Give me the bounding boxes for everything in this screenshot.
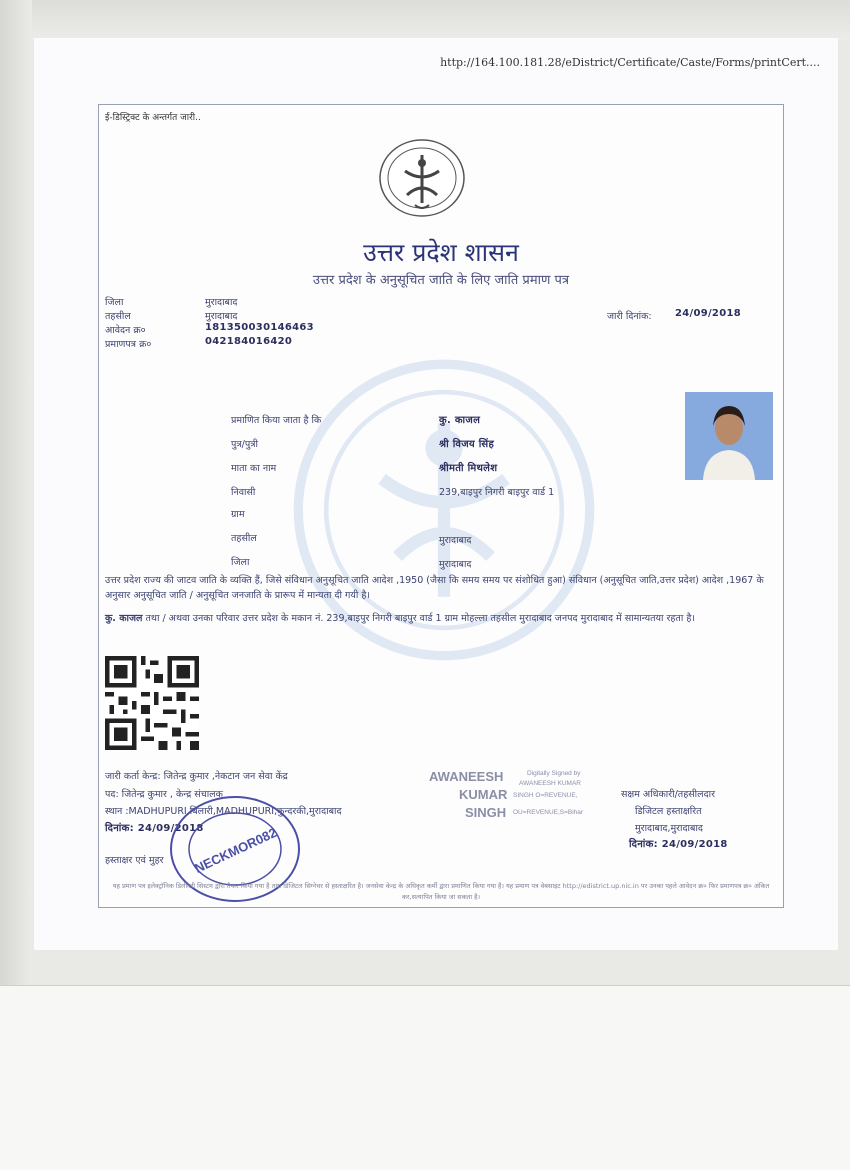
applicant-name: कु. काजल: [439, 415, 481, 426]
authority-digital-sign: डिजिटल हस्ताक्षरित: [635, 806, 702, 817]
stamp-code: NECKMOR082: [192, 824, 280, 876]
signature-detail-4: OU=REVENUE,S=Bihar: [513, 809, 584, 816]
resident-address: 239,बाइपुर निगरी बाइपुर वार्ड 1: [439, 487, 555, 498]
authority-location: मुरादाबाद,मुरादाबाद: [635, 823, 703, 834]
certificate-label: प्रमाणपत्र क्र०: [105, 339, 152, 350]
print-url: http://164.100.181.28/eDistrict/Certificate/Caste/Forms/printCert....: [440, 56, 820, 69]
certificate-number: 042184016420: [205, 336, 293, 347]
signer-name-line2: KUMAR: [459, 787, 508, 802]
verification-footer: यह प्रमाण पत्र इलेक्ट्रॉनिक डिलीवरी सिस्टम द्वारा तैयार किया गया है तथा डिजिटल सिग्नेचर से हस्ताक्षरित है। जनसेवा केन्द्र के अधिकृत कर्मी द्वारा प्रमाणित किया गया है। यह प्रमाण पत्र वेबसाइट http://edistrict.up.nic.in पर उनका पहले आवेदन क्र० फिर प्रमाणपत्र क्र० अंकित कर,सत्यापित किया जा सकता है।: [112, 882, 770, 901]
village-label: ग्राम: [231, 509, 245, 520]
detail-tehsil-value: मुरादाबाद: [439, 535, 472, 546]
signature-detail-1: Digitally Signed by: [527, 770, 581, 777]
authority-date: दिनांक: 24/09/2018: [629, 839, 728, 850]
mother-label: माता का नाम: [231, 463, 277, 474]
applicant-photo: [685, 392, 773, 480]
tehsil-value: मुरादाबाद: [205, 311, 238, 322]
issued-under-note: ई-डिस्ट्रिक्ट के अन्तर्गत जारी..: [105, 113, 201, 123]
issue-date-label: जारी दिनांक:: [607, 311, 652, 322]
district-value: मुरादाबाद: [205, 297, 238, 308]
child-of-label: पुत्र/पुत्री: [231, 439, 258, 450]
paragraph-applicant-name: कु. काजल: [105, 613, 143, 624]
signature-detail-2: AWANEESH KUMAR: [519, 780, 581, 787]
father-name: श्री विजय सिंह: [439, 439, 495, 450]
resident-label: निवासी: [231, 487, 256, 498]
issue-date: 24/09/2018: [675, 308, 741, 319]
issuer-date: दिनांक: 24/09/2018: [105, 823, 204, 834]
scan-left-edge: [0, 0, 32, 990]
paragraph-residence: तथा / अथवा उनका परिवार उत्तर प्रदेश के मकान नं. 239,बाइपुर निगरी बाइपुर वार्ड 1 ग्राम मोहल्ला तहसील मुरादाबाद जनपद मुरादाबाद में सामान्यतया रहता है।: [145, 613, 695, 624]
caste-certificate: [98, 104, 784, 908]
application-label: आवेदन क्र०: [105, 325, 146, 336]
certificate-title: उत्तर प्रदेश शासन: [363, 238, 519, 267]
printed-page: [34, 38, 838, 950]
signature-detail-3: SINGH O=REVENUE,: [513, 792, 578, 799]
scan-top-edge: [0, 0, 850, 40]
mother-name: श्रीमती मिथलेश: [439, 463, 498, 474]
lower-blank-page: [0, 985, 850, 1170]
detail-tehsil-label: तहसील: [231, 533, 257, 544]
application-number: 181350030146463: [205, 322, 314, 333]
detail-district-value: मुरादाबाद: [439, 559, 472, 570]
issuing-centre: जारी कर्ता केन्द्र: जितेन्द्र कुमार ,नेकटान जन सेवा केंद्र: [105, 771, 288, 782]
certificate-subtitle: उत्तर प्रदेश के अनुसूचित जाति के लिए जाति प्रमाण पत्र: [312, 273, 570, 288]
tehsil-label: तहसील: [105, 311, 131, 322]
certified-label: प्रमाणित किया जाता है कि: [231, 415, 322, 426]
issuer-place: स्थान :MADHUPURI,बिलारी,MADHUPURI,कुन्दरकी,मुरादाबाद: [105, 806, 342, 817]
district-label: जिला: [105, 297, 124, 308]
issuer-post: पद: जितेन्द्र कुमार , केन्द्र संचालक: [105, 789, 223, 800]
signer-name-line1: AWANEESH: [429, 769, 504, 784]
signer-name-line3: SINGH: [465, 805, 507, 820]
detail-district-label: जिला: [231, 557, 250, 568]
signature-seal-label: हस्ताक्षर एवं मुहर: [105, 855, 164, 866]
certificate-paragraph-1: उत्तर प्रदेश राज्य की जाटव जाति के व्यक्ति हैं, जिसे संविधान अनुसूचित जाति आदेश ,1950 (जैसा कि समय समय पर संशोधित हुआ) संविधान (अनुसूचित जाति,उत्तर प्रदेश) आदेश ,1967 के अनुसार अनुसूचित जाति / अनुसूचित जनजाति के प्रारूप में मान्यता दी गयी है।: [105, 575, 764, 601]
up-emblem-icon: [377, 137, 467, 223]
certificate-paragraph-2: [105, 611, 773, 626]
authority-title: सक्षम अधिकारी/तहसीलदार: [621, 789, 715, 800]
qr-code-icon: [105, 655, 199, 751]
